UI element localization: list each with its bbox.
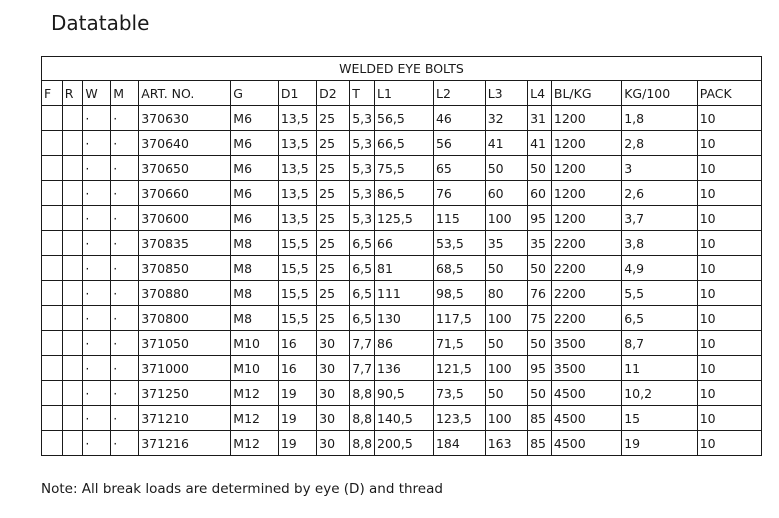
table-cell: 10 [697, 381, 761, 406]
table-cell [42, 281, 63, 306]
column-header: G [231, 81, 279, 106]
table-cell: 10 [697, 181, 761, 206]
table-cell: M10 [231, 356, 279, 381]
table-cell: 10 [697, 331, 761, 356]
table-caption: WELDED EYE BOLTS [42, 57, 762, 81]
table-row [42, 156, 762, 181]
table-cell: · [83, 406, 111, 431]
table-cell [62, 381, 83, 406]
table-cell: 125,5 [375, 206, 434, 231]
table-cell: M6 [231, 131, 279, 156]
table-cell [42, 181, 63, 206]
table-cell: 2200 [551, 231, 621, 256]
table-cell: · [111, 356, 139, 381]
table-cell [62, 181, 83, 206]
table-cell: M12 [231, 381, 279, 406]
data-table [41, 56, 762, 456]
table-cell: 30 [317, 431, 350, 456]
table-cell: · [83, 256, 111, 281]
table-cell: 80 [485, 281, 527, 306]
table-cell: 19 [622, 431, 698, 456]
table-cell: 8,8 [350, 431, 375, 456]
table-cell: 371050 [139, 331, 231, 356]
table-cell [42, 156, 63, 181]
table-cell: 86 [375, 331, 434, 356]
table-cell: 15,5 [278, 256, 316, 281]
table-cell: 68,5 [433, 256, 485, 281]
table-cell: M8 [231, 231, 279, 256]
table-cell: 130 [375, 306, 434, 331]
table-cell: · [83, 156, 111, 181]
table-cell: 10 [697, 306, 761, 331]
column-header: ART. NO. [139, 81, 231, 106]
table-row [42, 206, 762, 231]
table-cell: 6,5 [350, 231, 375, 256]
table-cell: 25 [317, 181, 350, 206]
table-cell: 370630 [139, 106, 231, 131]
table-cell: 200,5 [375, 431, 434, 456]
table-cell: 136 [375, 356, 434, 381]
table-cell: 46 [433, 106, 485, 131]
table-cell: 50 [485, 381, 527, 406]
table-cell: 35 [528, 231, 552, 256]
table-header-row [42, 81, 762, 106]
table-cell: 370800 [139, 306, 231, 331]
column-header: D2 [317, 81, 350, 106]
table-cell: · [83, 281, 111, 306]
table-cell: 95 [528, 356, 552, 381]
table-cell: 30 [317, 381, 350, 406]
table-cell: 15,5 [278, 231, 316, 256]
table-cell: 13,5 [278, 106, 316, 131]
table-cell [62, 256, 83, 281]
table-cell: 8,8 [350, 406, 375, 431]
table-cell [42, 306, 63, 331]
table-cell: 100 [485, 306, 527, 331]
table-cell: 10 [697, 156, 761, 181]
table-cell: 13,5 [278, 131, 316, 156]
table-cell: 25 [317, 306, 350, 331]
table-cell: 6,5 [622, 306, 698, 331]
table-cell: 60 [528, 181, 552, 206]
table-cell: 25 [317, 106, 350, 131]
footnote: Note: All break loads are determined by eye (D) and thread [41, 481, 443, 497]
table-cell: M6 [231, 206, 279, 231]
table-cell: 100 [485, 206, 527, 231]
table-cell: 76 [528, 281, 552, 306]
table-cell: 60 [485, 181, 527, 206]
table-cell: · [83, 206, 111, 231]
table-cell: 371216 [139, 431, 231, 456]
table-cell: 65 [433, 156, 485, 181]
table-cell: 75,5 [375, 156, 434, 181]
table-cell: 370650 [139, 156, 231, 181]
table-cell: 115 [433, 206, 485, 231]
table-cell: M8 [231, 256, 279, 281]
table-cell: 2,6 [622, 181, 698, 206]
table-cell: M10 [231, 331, 279, 356]
table-cell: 6,5 [350, 256, 375, 281]
table-cell: 111 [375, 281, 434, 306]
table-cell: 90,5 [375, 381, 434, 406]
table-cell: 371210 [139, 406, 231, 431]
table-cell: 66 [375, 231, 434, 256]
column-header: PACK [697, 81, 761, 106]
table-cell: 13,5 [278, 206, 316, 231]
table-cell: 25 [317, 231, 350, 256]
table-cell [42, 131, 63, 156]
column-header: KG/100 [622, 81, 698, 106]
table-cell: · [111, 131, 139, 156]
table-cell: 4,9 [622, 256, 698, 281]
table-cell: 121,5 [433, 356, 485, 381]
table-cell: 370835 [139, 231, 231, 256]
page-title: Datatable [51, 11, 150, 35]
table-cell [42, 406, 63, 431]
table-cell: 1200 [551, 106, 621, 131]
table-cell [42, 231, 63, 256]
table-cell: 6,5 [350, 306, 375, 331]
table-cell: 1200 [551, 131, 621, 156]
column-header: BL/KG [551, 81, 621, 106]
table-cell: · [83, 331, 111, 356]
table-cell: 3500 [551, 356, 621, 381]
column-header: L2 [433, 81, 485, 106]
table-cell: 163 [485, 431, 527, 456]
table-cell: 10 [697, 256, 761, 281]
table-cell: 13,5 [278, 156, 316, 181]
table-cell: 85 [528, 406, 552, 431]
table-row [42, 131, 762, 156]
table-cell: · [83, 106, 111, 131]
table-cell: · [83, 181, 111, 206]
table-caption-row [42, 57, 762, 81]
table-cell: 19 [278, 406, 316, 431]
table-row [42, 106, 762, 131]
table-cell: 66,5 [375, 131, 434, 156]
table-cell: 1,8 [622, 106, 698, 131]
table-cell: · [111, 206, 139, 231]
table-cell: 2,8 [622, 131, 698, 156]
table-cell [62, 331, 83, 356]
table-row [42, 281, 762, 306]
table-cell: 3 [622, 156, 698, 181]
table-cell [42, 106, 63, 131]
table-cell: 10 [697, 231, 761, 256]
table-cell: · [111, 381, 139, 406]
column-header: D1 [278, 81, 316, 106]
table-cell: 4500 [551, 431, 621, 456]
table-cell: 15,5 [278, 281, 316, 306]
table-cell [42, 206, 63, 231]
table-cell: 50 [528, 156, 552, 181]
table-cell: 31 [528, 106, 552, 131]
table-cell: 10 [697, 106, 761, 131]
table-cell [62, 206, 83, 231]
table-cell: 5,3 [350, 131, 375, 156]
table-cell: 140,5 [375, 406, 434, 431]
table-cell: 50 [485, 156, 527, 181]
table-cell: 7,7 [350, 331, 375, 356]
table-cell: 56,5 [375, 106, 434, 131]
table-cell: · [111, 331, 139, 356]
table-cell: 16 [278, 356, 316, 381]
column-header: L4 [528, 81, 552, 106]
table-cell [42, 331, 63, 356]
table-cell: 8,7 [622, 331, 698, 356]
table-cell: 2200 [551, 306, 621, 331]
table-cell: 7,7 [350, 356, 375, 381]
table-cell: 5,3 [350, 106, 375, 131]
table-cell: · [83, 381, 111, 406]
table-cell: 15 [622, 406, 698, 431]
table-cell: · [83, 431, 111, 456]
table-cell [42, 256, 63, 281]
table-cell: 30 [317, 406, 350, 431]
column-header: M [111, 81, 139, 106]
table-cell: 11 [622, 356, 698, 381]
table-cell: 4500 [551, 381, 621, 406]
table-cell: 5,3 [350, 181, 375, 206]
table-cell: 370600 [139, 206, 231, 231]
table-cell: 2200 [551, 281, 621, 306]
table-cell: 35 [485, 231, 527, 256]
table-cell: M6 [231, 106, 279, 131]
table-cell [62, 306, 83, 331]
column-header: W [83, 81, 111, 106]
table-cell: · [111, 281, 139, 306]
table-cell: 3500 [551, 331, 621, 356]
table-cell: · [111, 306, 139, 331]
table-row [42, 231, 762, 256]
table-row [42, 331, 762, 356]
table-cell: 5,3 [350, 206, 375, 231]
table-cell: M6 [231, 156, 279, 181]
table-cell: · [83, 356, 111, 381]
table-cell: 100 [485, 356, 527, 381]
table-cell: 98,5 [433, 281, 485, 306]
table-cell: · [83, 231, 111, 256]
table-cell [42, 381, 63, 406]
table-cell: 50 [528, 256, 552, 281]
table-cell: 25 [317, 206, 350, 231]
table-cell: 1200 [551, 156, 621, 181]
table-cell: 10 [697, 281, 761, 306]
table-cell: · [111, 406, 139, 431]
table-cell: 10 [697, 406, 761, 431]
table-cell: M6 [231, 181, 279, 206]
table-cell: 25 [317, 131, 350, 156]
table-cell [42, 356, 63, 381]
column-header: F [42, 81, 63, 106]
table-cell: 371250 [139, 381, 231, 406]
table-cell: 30 [317, 331, 350, 356]
table-cell: 15,5 [278, 306, 316, 331]
table-cell [62, 406, 83, 431]
table-cell: 25 [317, 156, 350, 181]
table-cell: 10 [697, 131, 761, 156]
table-row [42, 306, 762, 331]
table-cell: 370660 [139, 181, 231, 206]
table-cell: 41 [528, 131, 552, 156]
table-cell [62, 156, 83, 181]
table-cell: 10 [697, 206, 761, 231]
table-cell: 41 [485, 131, 527, 156]
table-cell [62, 356, 83, 381]
table-cell: 370640 [139, 131, 231, 156]
table-cell: · [111, 256, 139, 281]
table-cell: 6,5 [350, 281, 375, 306]
table-cell: M8 [231, 306, 279, 331]
table-row [42, 181, 762, 206]
table-cell [62, 231, 83, 256]
table-cell: 50 [528, 381, 552, 406]
table-cell: M12 [231, 406, 279, 431]
table-cell: · [83, 306, 111, 331]
table-cell: 19 [278, 431, 316, 456]
table-row [42, 256, 762, 281]
table-cell: 50 [485, 256, 527, 281]
table-cell: 5,5 [622, 281, 698, 306]
table-cell: 56 [433, 131, 485, 156]
table-cell: 1200 [551, 181, 621, 206]
table-cell: 370880 [139, 281, 231, 306]
table-cell: 50 [528, 331, 552, 356]
table-cell: 123,5 [433, 406, 485, 431]
table-cell: 10 [697, 431, 761, 456]
table-cell: 32 [485, 106, 527, 131]
table-cell: 95 [528, 206, 552, 231]
column-header: L1 [375, 81, 434, 106]
table-cell: 86,5 [375, 181, 434, 206]
table-body [42, 106, 762, 456]
table-cell [62, 131, 83, 156]
table-cell [62, 281, 83, 306]
column-header: L3 [485, 81, 527, 106]
column-header: R [62, 81, 83, 106]
table-cell: 19 [278, 381, 316, 406]
table-cell: 76 [433, 181, 485, 206]
table-cell: · [83, 131, 111, 156]
table-cell: 50 [485, 331, 527, 356]
table-cell: 4500 [551, 406, 621, 431]
table-cell [62, 431, 83, 456]
table-cell: · [111, 156, 139, 181]
table-cell: 3,7 [622, 206, 698, 231]
table-cell: 53,5 [433, 231, 485, 256]
table-cell: · [111, 431, 139, 456]
table-cell: 3,8 [622, 231, 698, 256]
table-row [42, 381, 762, 406]
table-cell: · [111, 181, 139, 206]
table-cell: 30 [317, 356, 350, 381]
table-cell: 8,8 [350, 381, 375, 406]
table-row [42, 431, 762, 456]
column-header: T [350, 81, 375, 106]
table-cell: 16 [278, 331, 316, 356]
table-row [42, 406, 762, 431]
table-cell [62, 106, 83, 131]
table-cell: 85 [528, 431, 552, 456]
table-cell: 71,5 [433, 331, 485, 356]
table-cell: 100 [485, 406, 527, 431]
table-cell: 73,5 [433, 381, 485, 406]
table-cell: M12 [231, 431, 279, 456]
table-cell: 2200 [551, 256, 621, 281]
table-cell: 1200 [551, 206, 621, 231]
table-cell: · [111, 106, 139, 131]
table-cell: 10,2 [622, 381, 698, 406]
table-cell: M8 [231, 281, 279, 306]
table-cell: 5,3 [350, 156, 375, 181]
table-cell: 75 [528, 306, 552, 331]
table-cell: 25 [317, 281, 350, 306]
table-cell: 13,5 [278, 181, 316, 206]
table-cell: 370850 [139, 256, 231, 281]
table-cell: 371000 [139, 356, 231, 381]
table-cell [42, 431, 63, 456]
table-cell: 81 [375, 256, 434, 281]
table-cell: 25 [317, 256, 350, 281]
table-cell: · [111, 231, 139, 256]
table-cell: 184 [433, 431, 485, 456]
table-cell: 10 [697, 356, 761, 381]
table-cell: 117,5 [433, 306, 485, 331]
table-row [42, 356, 762, 381]
